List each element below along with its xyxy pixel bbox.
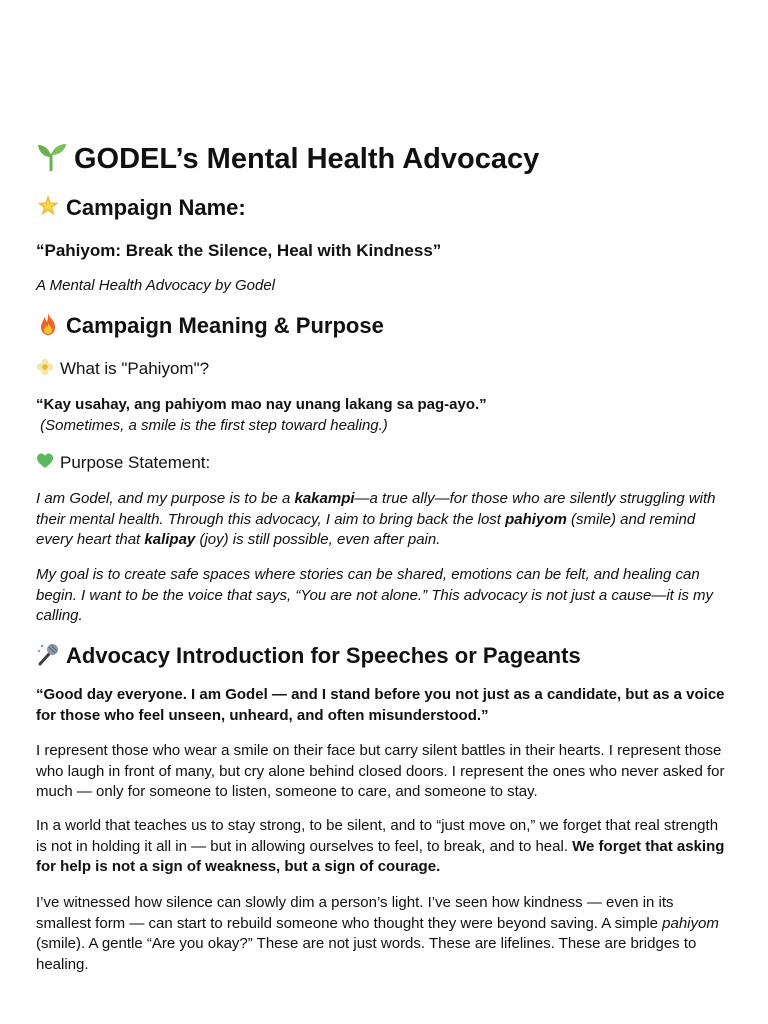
- meaning-heading-text: Campaign Meaning & Purpose: [66, 313, 384, 338]
- campaign-name-heading-text: Campaign Name:: [66, 195, 246, 220]
- intro-paragraph-1: I represent those who wear a smile on their face but carry silent battles in their hearts. I represent those who laugh in front of many, but cry alone behind closed doors. I represent the ones who never asked for much — only for someone to listen, someone to care, and someone to stay.: [36, 742, 725, 800]
- campaign-name-heading: [36, 194, 728, 225]
- intro-p2-bold-1: We forget that asking for help is not a sign of weakness, but a sign of courage.: [36, 837, 725, 875]
- purpose-heading-text: Purpose Statement:: [60, 453, 211, 472]
- what-is-heading: [36, 358, 728, 382]
- purpose-p1-text-2: —a true ally—for those who are silently struggling with their mental health. Through this advocacy, I aim to bring back the lost: [36, 490, 716, 528]
- intro-heading-text: Advocacy Introduction for Speeches or Pageants: [66, 643, 581, 668]
- purpose-paragraph-1: [36, 489, 728, 551]
- blossom-icon: [36, 358, 54, 382]
- what-is-heading-text: What is "Pahiyom"?: [60, 359, 210, 378]
- intro-paragraph-2: [36, 816, 728, 878]
- purpose-paragraph-2: My goal is to create safe spaces where stories can be shared, emotions can be felt, and healing can begin. I want to be the voice that says, “You are not alone.” This advocacy is not just a cause—it is my calling.: [36, 566, 714, 624]
- intro-p2-text-1: In a world that teaches us to stay strong, to be silent, and to “just move on,” we forget that real strength is not in holding it all in — but in allowing ourselves to feel, to break, and to heal.: [36, 817, 719, 855]
- glowing-star-icon: [36, 194, 60, 225]
- purpose-p1-text-3: (smile) and remind every heart that: [36, 510, 696, 548]
- campaign-quote: “Pahiyom: Break the Silence, Heal with Kindness”: [36, 241, 442, 260]
- seedling-icon: [36, 141, 68, 180]
- pahiyom-quote: “Kay usahay, ang pahiyom mao nay unang lakang sa pag-ayo.”: [36, 396, 487, 413]
- purpose-p1-bold-2: pahiyom: [505, 510, 567, 528]
- intro-heading: [36, 642, 728, 673]
- byline: A Mental Health Advocacy by Godel: [36, 277, 276, 294]
- fire-icon: [36, 312, 60, 343]
- intro-p3-text-2: (smile). A gentle “Are you okay?” These are not just words. These are lifelines. These are bridges to healing.: [36, 935, 697, 973]
- purpose-heading: [36, 452, 728, 476]
- purpose-p1-text-1: I am Godel, and my purpose is to be a: [36, 490, 295, 507]
- intro-p3-text-1: I’ve witnessed how silence can slowly dim a person’s light. I’ve seen how kindness — even in its smallest form — can start to rebuild someone who thought they were beyond saving. A simple: [36, 894, 674, 932]
- pahiyom-translation: (Sometimes, a smile is the first step toward healing.): [36, 416, 388, 434]
- intro-quote: “Good day everyone. I am Godel — and I stand before you not just as a candidate, but as a voice for those who feel unseen, unheard, and often misunderstood.”: [36, 686, 725, 724]
- meaning-heading: [36, 312, 728, 343]
- purpose-p1-bold-1: kakampi: [294, 490, 355, 507]
- intro-paragraph-3: [36, 893, 728, 975]
- purpose-p1-bold-3: kalipay: [144, 531, 196, 548]
- intro-p3-italic-1: pahiyom: [662, 914, 719, 932]
- title-text: GODEL’s Mental Health Advocacy: [74, 143, 540, 175]
- microphone-icon: [36, 642, 60, 673]
- green-heart-icon: [36, 452, 54, 476]
- document-title: [36, 141, 728, 180]
- purpose-p1-text-4: (joy) is still possible, even after pain.: [195, 531, 441, 548]
